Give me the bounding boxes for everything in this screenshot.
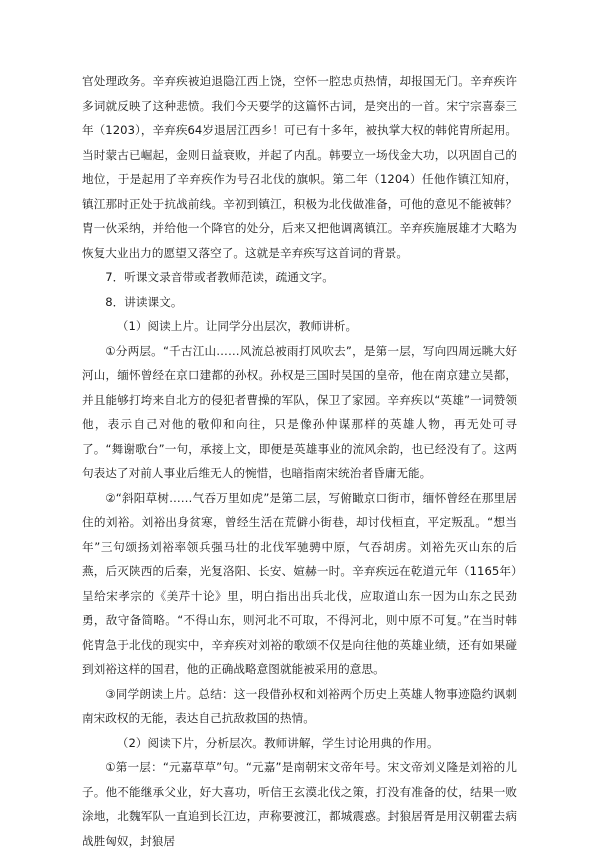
paragraph-background: 官处理政务。辛弃疾被迫退隐江西上饶，空怀一腔忠贞热情，却报国无门。辛弃疾许多词就反映了这种悲愤。我们今天要学的这篇怀古词，是突出的一首。宋宁宗喜泰三年（1203），辛弃疾64岁退居江西乡！可已有十多年，被执掌大权的韩侂胄所起用。当时蒙古已崛起，金则日益衰败，并起了内乱。韩要立一场伐金大功，以巩固自己的地位，于是起用了辛弃疾作为号召北伐的旗帜。第二年（1204）任他作镇江知府，镇江那时正处于抗战前线。辛初到镇江，积极为北伐做准备，可他的意见不能被韩？胄一伙采纳，并给他一个降官的处分，后来又把他调离镇江。辛弃疾施展雄才大略为恢复大业出力的愿望又落空了。这就是辛弃疾写这首词的背景。 (82, 74, 517, 260)
paragraph-upper-section-heading: （1）阅读上片。让同学分出层次，教师讲析。 (116, 319, 358, 333)
paragraph-lower-section-heading: （2）阅读下片，分析层次。教师讲解，学生讨论用典的作用。 (116, 735, 439, 750)
paragraph-step-8: 8．讲读课文。 (105, 294, 183, 309)
paragraph-step-7: 7．听课文录音带或者教师范读，疏通文字。 (105, 270, 334, 284)
paragraph-lower-layer-1: ①第一层：“元嘉草草”句。“元嘉”是南朝宋文帝年号。宋文帝刘义隆是刘裕的儿子。他不能继承父业，好大喜功，听信王玄漠北伐之策，打没有准备的仗，结果一败涂地，北魏军队一直追到长江边，声称要渡江，都城震惑。封狼居胥是用汉朝霍去病战胜匈奴，封狼居 (82, 760, 517, 848)
paragraph-upper-summary: ③同学朗读上片。总结：这一段借孙权和刘裕两个历史上英雄人物事迹隐约讽刺南宋政权的无能，表达自己抗敌救国的热情。 (82, 686, 517, 725)
paragraph-upper-layer-1: ①分两层。“千古江山……风流总被雨打风吹去”，是第一层，写向四周远眺大好河山，缅怀曾经在京口建都的孙权。孙权是三国时吴国的皇帝，他在南京建立吴都，并且能够打垮来自北方的侵犯者曹操的军队，保卫了家园。辛弃疾以“英雄”一词赞领他，表示自己对他的敬仰和向往，只是像孙仲谋那样的英雄人物，再无处可寻了。“舞谢歌台”一句，承接上文，即便是英雄事业的流风余韵，也已经没有了。这两句表达了对前人事业后维无人的惋惜，也暗指南宋统治者昏庸无能。 (82, 343, 517, 480)
document-body (82, 69, 517, 853)
paragraph-upper-layer-2: ②“斜阳草树……气吞万里如虎”是第二层，写俯瞰京口街市，缅怀曾经在那里居住的刘裕。刘裕出身贫寒，曾经生活在荒僻小街巷，却讨伐桓直，平定叛乱。“想当年”三句颂扬刘裕率领兵强马壮的北伐军驰骋中原，气吞胡虏。刘裕先灭山东的后燕，后灭陕西的后秦，光复洛阳、长安、媗赫一时。辛弃疾远在乾道元年（1165年）呈给宋孝宗的《美芹十论》里，明白指出出兵北伐，应取道山东一因为山东之民劲勇，敌守备简略。“不得山东，则河北不可取，不得河北，则中原不可复。”在当时韩侂胄急于北伐的现实中，辛弃疾对刘裕的歌颂不仅是向往他的英雄业绩，还有如果碰到刘裕这样的国君，他的正确战略意图就能被采用的意思。 (82, 490, 517, 676)
